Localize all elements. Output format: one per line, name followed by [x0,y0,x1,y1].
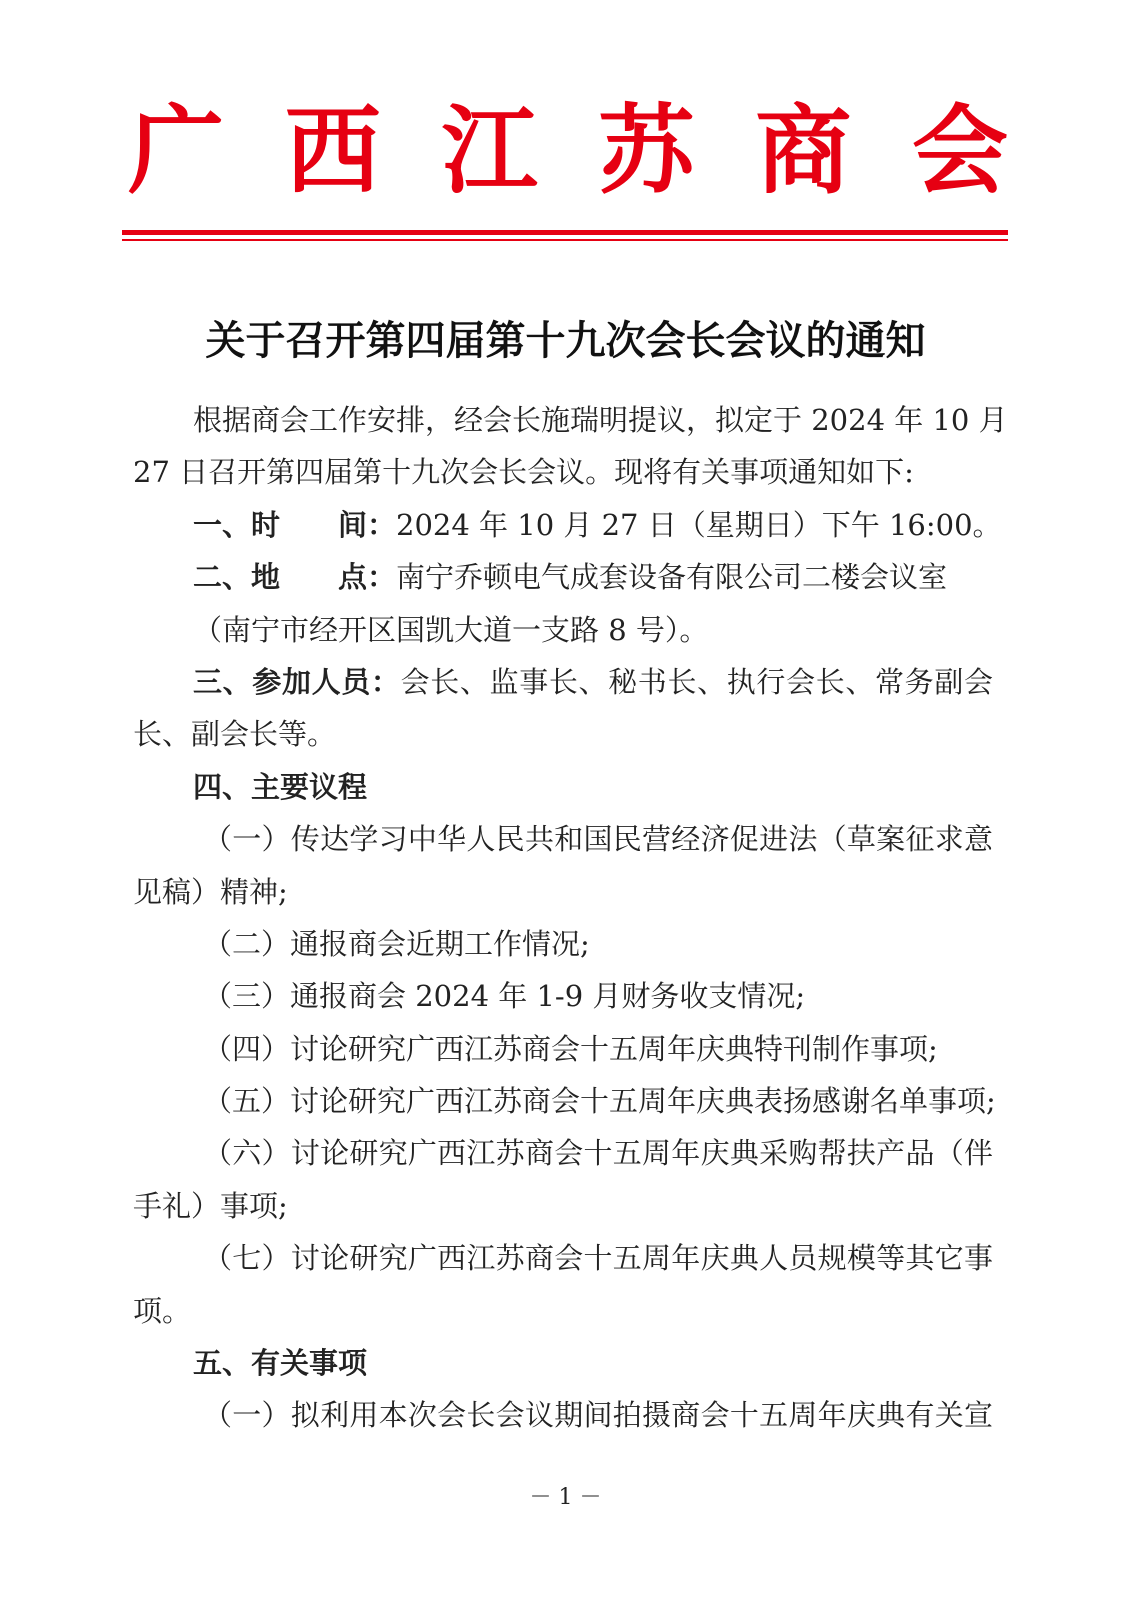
agenda-item-cont: 手礼）事项; [133,1188,288,1223]
letterhead-char: 西 [284,94,381,207]
agenda-item-cont: 见稿）精神; [133,874,288,909]
letterhead-char: 江 [441,94,538,207]
attendees-value: 会长、监事长、秘书长、执行会长、常务副会 [400,664,993,699]
matters-heading: 五、有关事项 [193,1346,368,1381]
place-value: 南宁乔顿电气成套设备有限公司二楼会议室 [396,560,948,595]
document-body [133,394,1008,1442]
letterhead-char: 商 [755,94,852,207]
document-title: 关于召开第四届第十九次会长会议的通知 [205,317,926,364]
place-label: 点： [338,560,397,595]
place-address: （南宁市经开区国凯大道一支路 8 号）。 [193,612,709,647]
letterhead-char: 苏 [598,94,695,207]
agenda-item: （一）传达学习中华人民共和国民营经济促进法（草案征求意 [203,822,993,857]
time-label: 间： [338,507,397,542]
place-row [133,551,993,603]
time-row [133,499,1002,551]
agenda-item: （五）讨论研究广西江苏商会十五周年庆典表扬感谢名单事项; [203,1084,996,1119]
page-number: － 1 － [529,1485,602,1510]
agenda-item: （四）讨论研究广西江苏商会十五周年庆典特刊制作事项; [203,1031,938,1066]
letterhead-char: 会 [911,94,1008,207]
attendees-label: 三、参加人员： [193,664,401,699]
attendees-row [133,656,993,708]
letterhead-rule-thick [122,230,1008,235]
agenda-item: （七）讨论研究广西江苏商会十五周年庆典人员规模等其它事 [203,1241,993,1276]
time-value: 2024 年 10 月 27 日（星期日）下午 16:00。 [396,507,1002,542]
place-label: 二、地 [193,560,281,595]
agenda-item-cont: 项。 [133,1293,192,1328]
letterhead-rule-thin [122,239,1008,241]
letterhead [128,96,1008,206]
agenda-heading: 四、主要议程 [193,769,368,804]
intro-line: 27 日召开第四届第十九次会长会议。现将有关事项通知如下: [133,455,914,490]
agenda-item: （三）通报商会 2024 年 1-9 月财务收支情况; [203,979,806,1014]
letterhead-char: 广 [128,94,224,207]
agenda-item: （六）讨论研究广西江苏商会十五周年庆典采购帮扶产品（伴 [203,1136,993,1171]
attendees-value-cont: 长、副会长等。 [133,717,337,752]
matters-item: （一）拟利用本次会长会议期间拍摄商会十五周年庆典有关宣 [203,1398,993,1433]
time-label: 一、时 [193,507,281,542]
agenda-item: （二）通报商会近期工作情况; [203,926,590,961]
intro-line: 根据商会工作安排，经会长施瑞明提议，拟定于 2024 年 10 月 [193,403,1008,437]
